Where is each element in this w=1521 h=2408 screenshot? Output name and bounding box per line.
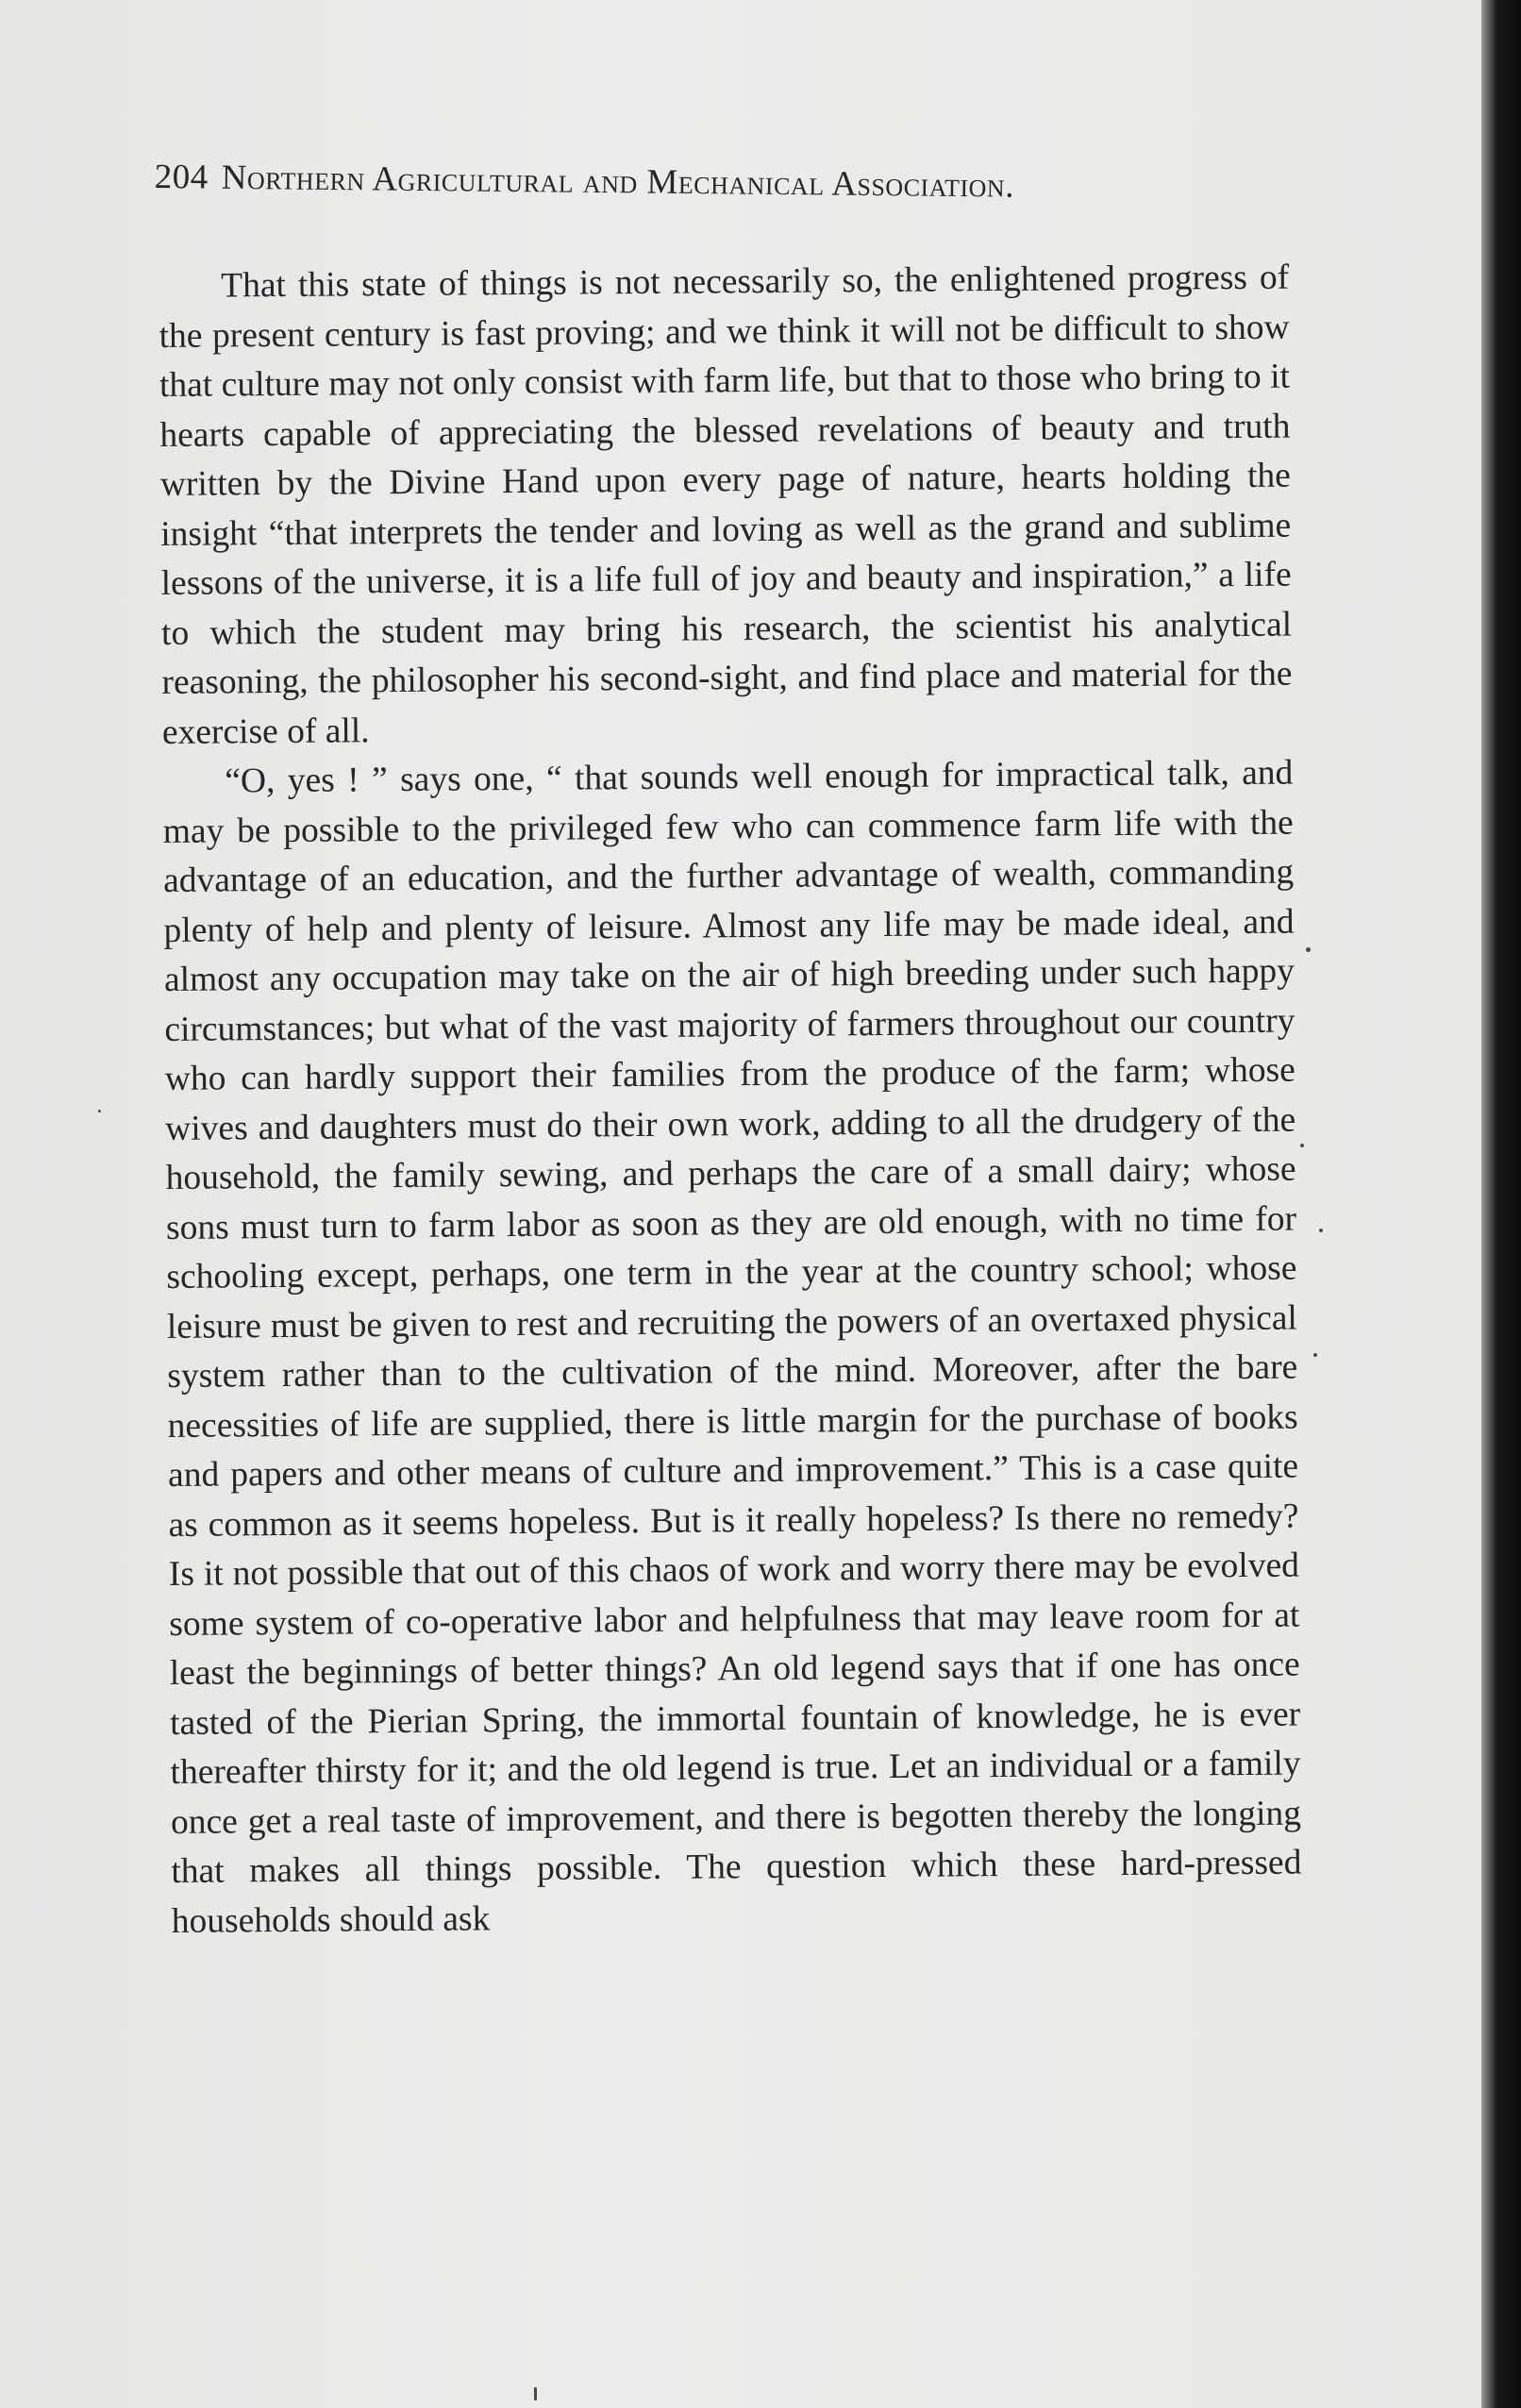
scan-speck [1306, 947, 1311, 952]
running-title: Northern Agricultural and Mechanical Association. [221, 158, 1015, 206]
book-spine-edge [1481, 0, 1521, 2408]
scan-speck [1313, 1353, 1317, 1357]
scan-speck [534, 2387, 537, 2400]
scan-speck [1319, 1229, 1323, 1232]
page-number: 204 [154, 157, 209, 197]
body-text [159, 254, 1302, 1947]
running-header [155, 157, 1249, 209]
scan-speck [1300, 1144, 1304, 1147]
scan-speck [98, 1110, 101, 1112]
paragraph: “O, yes ! ” says one, “ that sounds well enough for impractical talk, and may be possible to the privileged few who can commence farm life with the advantage of an education, and the further advantage of wealth, commanding plenty of help and plenty of leisure. Almost any life may be made ideal, and almost any occupation may take on the air of high breeding under such happy circumstances; but what of the vast majority of farmers throughout our country who can hardly support their families from the produce of the farm; whose wives and daughters must do their own work, adding to all the drudgery of the household, the family sewing, and perhaps the care of a small dairy; whose sons must turn to farm labor as soon as they are old enough, with no time for schooling except, perhaps, one term in the year at the country school; whose leisure must be given to rest and recruiting the powers of an overtaxed physical system rather than to the cultivation of the mind. Moreover, after the bare necessities of life are supplied, there is little margin for the purchase of books and papers and other means of culture and improvement.” This is a case quite as common as it seems hopeless. But is it really hopeless? Is there no remedy? Is it not possible that out of this chaos of work and worry there may be evolved some system of co-operative labor and helpfulness that may leave room for at least the beginnings of better things? An old legend says that if one has once tasted of the Pierian Spring, the immortal fountain of knowledge, he is ever thereafter thirsty for it; and the old legend is true. Let an individual or a family once get a real taste of improvement, and there is begotten thereby the longing that makes all things possible. The question which these hard-pressed households should ask [162, 753, 1302, 1941]
paragraph: That this state of things is not necessarily so, the enlightened progress of the present century is fast proving; and we think it will not be difficult to show that culture may not only consist with farm life, but that to those who bring to it hearts capable of appreciating the blessed revelations of beauty and truth written by the Divine Hand upon every page of nature, hearts holding the insight “that interprets the tender and loving as well as the grand and sublime lessons of the universe, it is a life full of joy and beauty and inspiration,” a life to which the student may bring his research, the scientist his analytical reasoning, the philosopher his second-sight, and find place and material for the exercise of all. [159, 258, 1293, 752]
